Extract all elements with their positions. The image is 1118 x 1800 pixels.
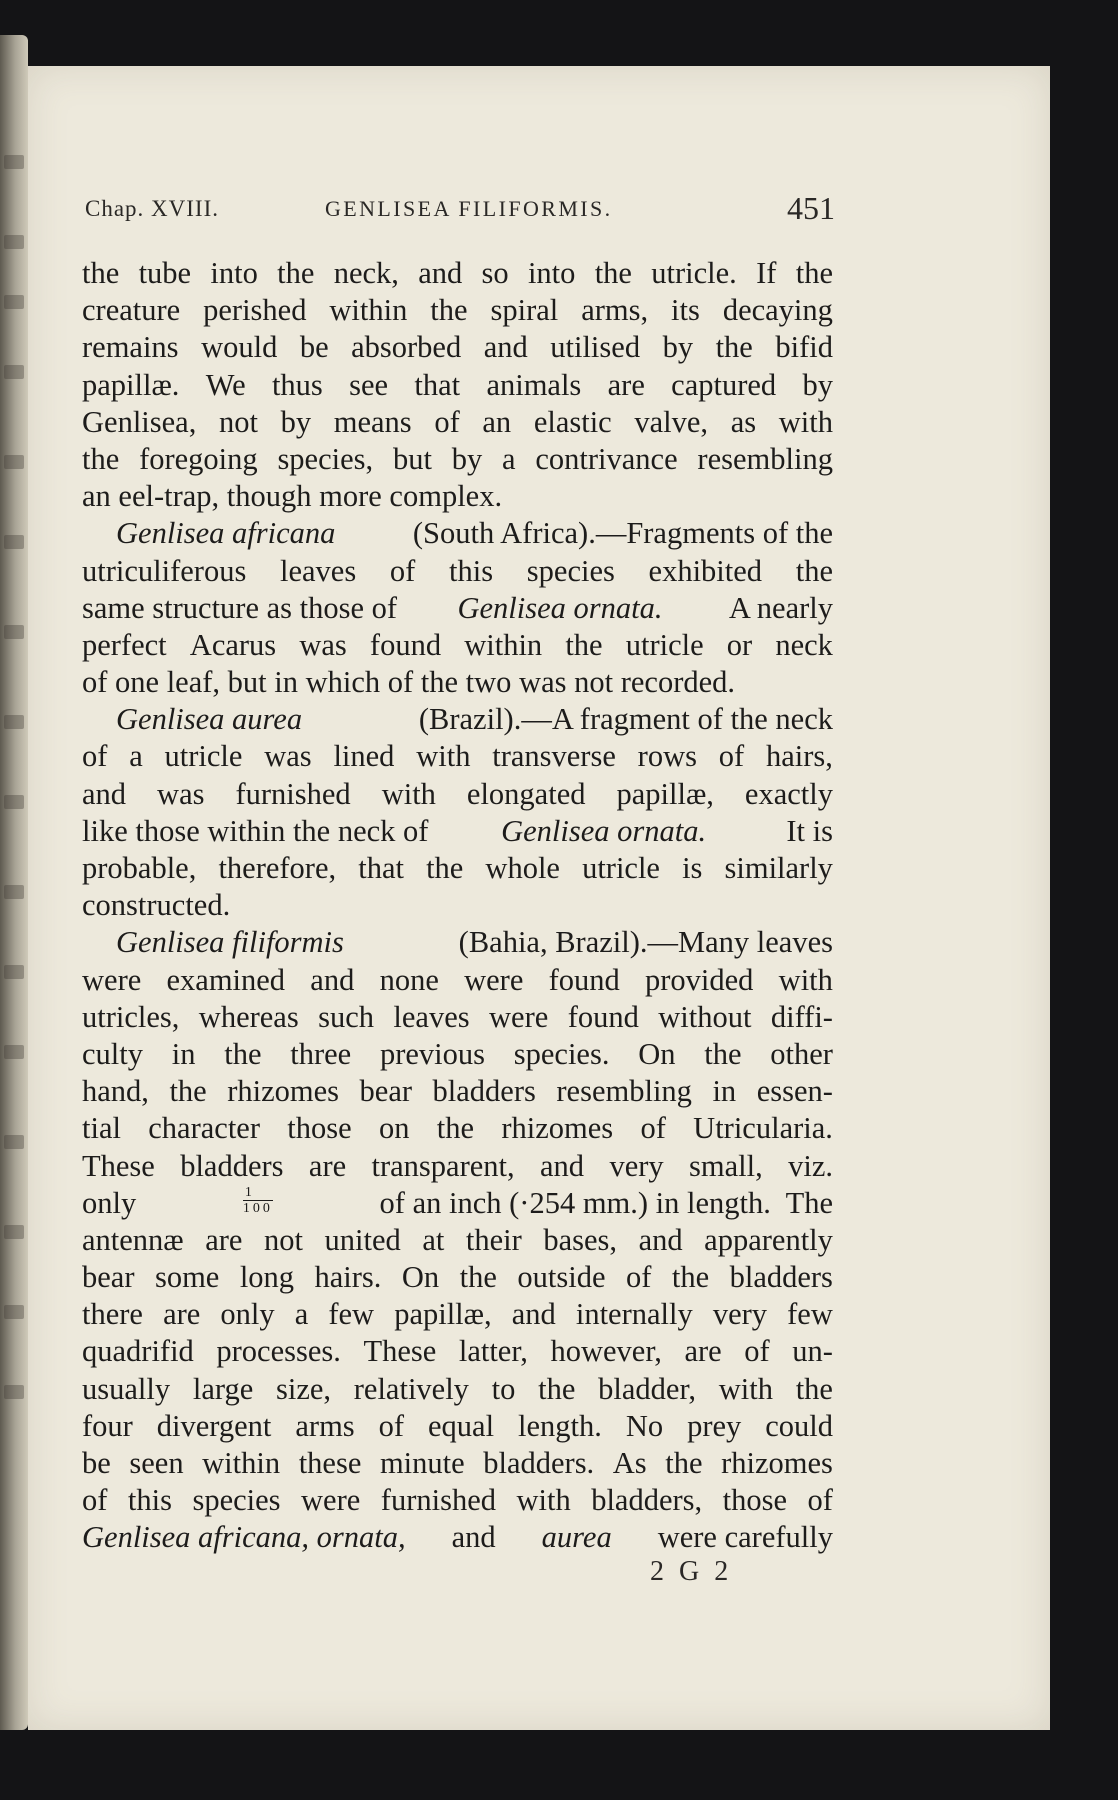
text-line: of one leaf, but in which of the two was not recorded.	[82, 665, 736, 700]
facing-page-text-fragment	[4, 155, 24, 169]
facing-page-text-fragment	[4, 235, 24, 249]
text-line: of a utricle was lined with transverse rows of hairs,	[82, 739, 833, 774]
text-line: be seen within these minute bladders. As the rhizomes	[82, 1446, 833, 1480]
fraction: $\frac{1}{100}$	[242, 1184, 273, 1216]
facing-page-text-fragment	[4, 965, 24, 979]
facing-page-text-fragment	[4, 455, 24, 469]
running-head	[85, 190, 835, 230]
text-line: constructed.	[82, 888, 231, 923]
chapter-label: Chap. XVIII.	[85, 196, 219, 221]
text-line: papillæ. We thus see that animals are captured by	[82, 367, 833, 402]
text-line: Genlisea africana, ornata, and aurea were carefully	[82, 1520, 833, 1555]
text-line: tial character those on the rhizomes of Utricularia.	[82, 1111, 833, 1146]
text-line: the tube into the neck, and so into the utricle. If the	[82, 256, 833, 290]
facing-page-text-fragment	[4, 715, 24, 729]
text-line: Genlisea filiformis (Bahia, Brazil).—Many leaves	[116, 925, 833, 960]
text-line: utricles, whereas such leaves were found without diffi-	[82, 999, 833, 1034]
text-line: utriculiferous leaves of this species exhibited the	[82, 553, 833, 588]
text-line: Genlisea, not by means of an elastic valve, as with	[82, 404, 833, 439]
facing-page-text-fragment	[4, 535, 24, 549]
facing-page-edge	[0, 35, 28, 1730]
text-line: Genlisea africana (South Africa).—Fragments of the	[116, 516, 833, 551]
signature-mark: 2 G 2	[650, 1556, 733, 1587]
facing-page-text-fragment	[4, 295, 24, 309]
facing-page-text-fragment	[4, 1225, 24, 1239]
text-line: culty in the three previous species. On the other	[82, 1036, 833, 1071]
text-line: an eel-trap, though more complex.	[82, 479, 503, 514]
facing-page-text-fragment	[4, 795, 24, 809]
text-line: usually large size, relatively to the bladder, with the	[82, 1371, 833, 1406]
text-line: These bladders are transparent, and very small, viz.	[82, 1148, 833, 1183]
body-text	[82, 255, 833, 1557]
text-line: antennæ are not united at their bases, and apparently	[82, 1222, 833, 1257]
facing-page-text-fragment	[4, 1385, 24, 1399]
text-line: were examined and none were found provided with	[82, 962, 833, 997]
text-line: quadrifid processes. These latter, however, are of un-	[82, 1334, 833, 1369]
text-line: only $\frac{1}{100}$ of an inch (·254 mm.) in length. The	[82, 1185, 833, 1222]
page-number: 451	[787, 190, 835, 226]
facing-page-text-fragment	[4, 1045, 24, 1059]
text-line: Genlisea aurea (Brazil).—A fragment of the neck	[116, 702, 833, 737]
page-title: GENLISEA FILIFORMIS.	[325, 196, 613, 221]
text-line: like those within the neck of Genlisea ornata. It is	[82, 813, 833, 848]
text-line: creature perished within the spiral arms, its decaying	[82, 293, 833, 328]
text-line: of this species were furnished with bladders, those of	[82, 1483, 833, 1518]
text-line: probable, therefore, that the whole utricle is similarly	[82, 851, 833, 885]
text-line: hand, the rhizomes bear bladders resembling in essen-	[82, 1074, 833, 1109]
text-line: same structure as those of Genlisea ornata. A nearly	[82, 590, 833, 625]
facing-page-text-fragment	[4, 365, 24, 379]
facing-page-text-fragment	[4, 885, 24, 899]
text-line: bear some long hairs. On the outside of the bladders	[82, 1260, 833, 1295]
text-line: four divergent arms of equal length. No prey could	[82, 1408, 833, 1443]
facing-page-text-fragment	[4, 625, 24, 639]
text-line: and was furnished with elongated papillæ, exactly	[82, 776, 833, 811]
text-line: perfect Acarus was found within the utricle or neck	[82, 627, 833, 662]
facing-page-text-fragment	[4, 1135, 24, 1149]
text-line: there are only a few papillæ, and internally very few	[82, 1297, 833, 1332]
text-line: the foregoing species, but by a contrivance resembling	[82, 441, 833, 476]
text-line: remains would be absorbed and utilised by the bifid	[82, 330, 833, 365]
facing-page-text-fragment	[4, 1305, 24, 1319]
